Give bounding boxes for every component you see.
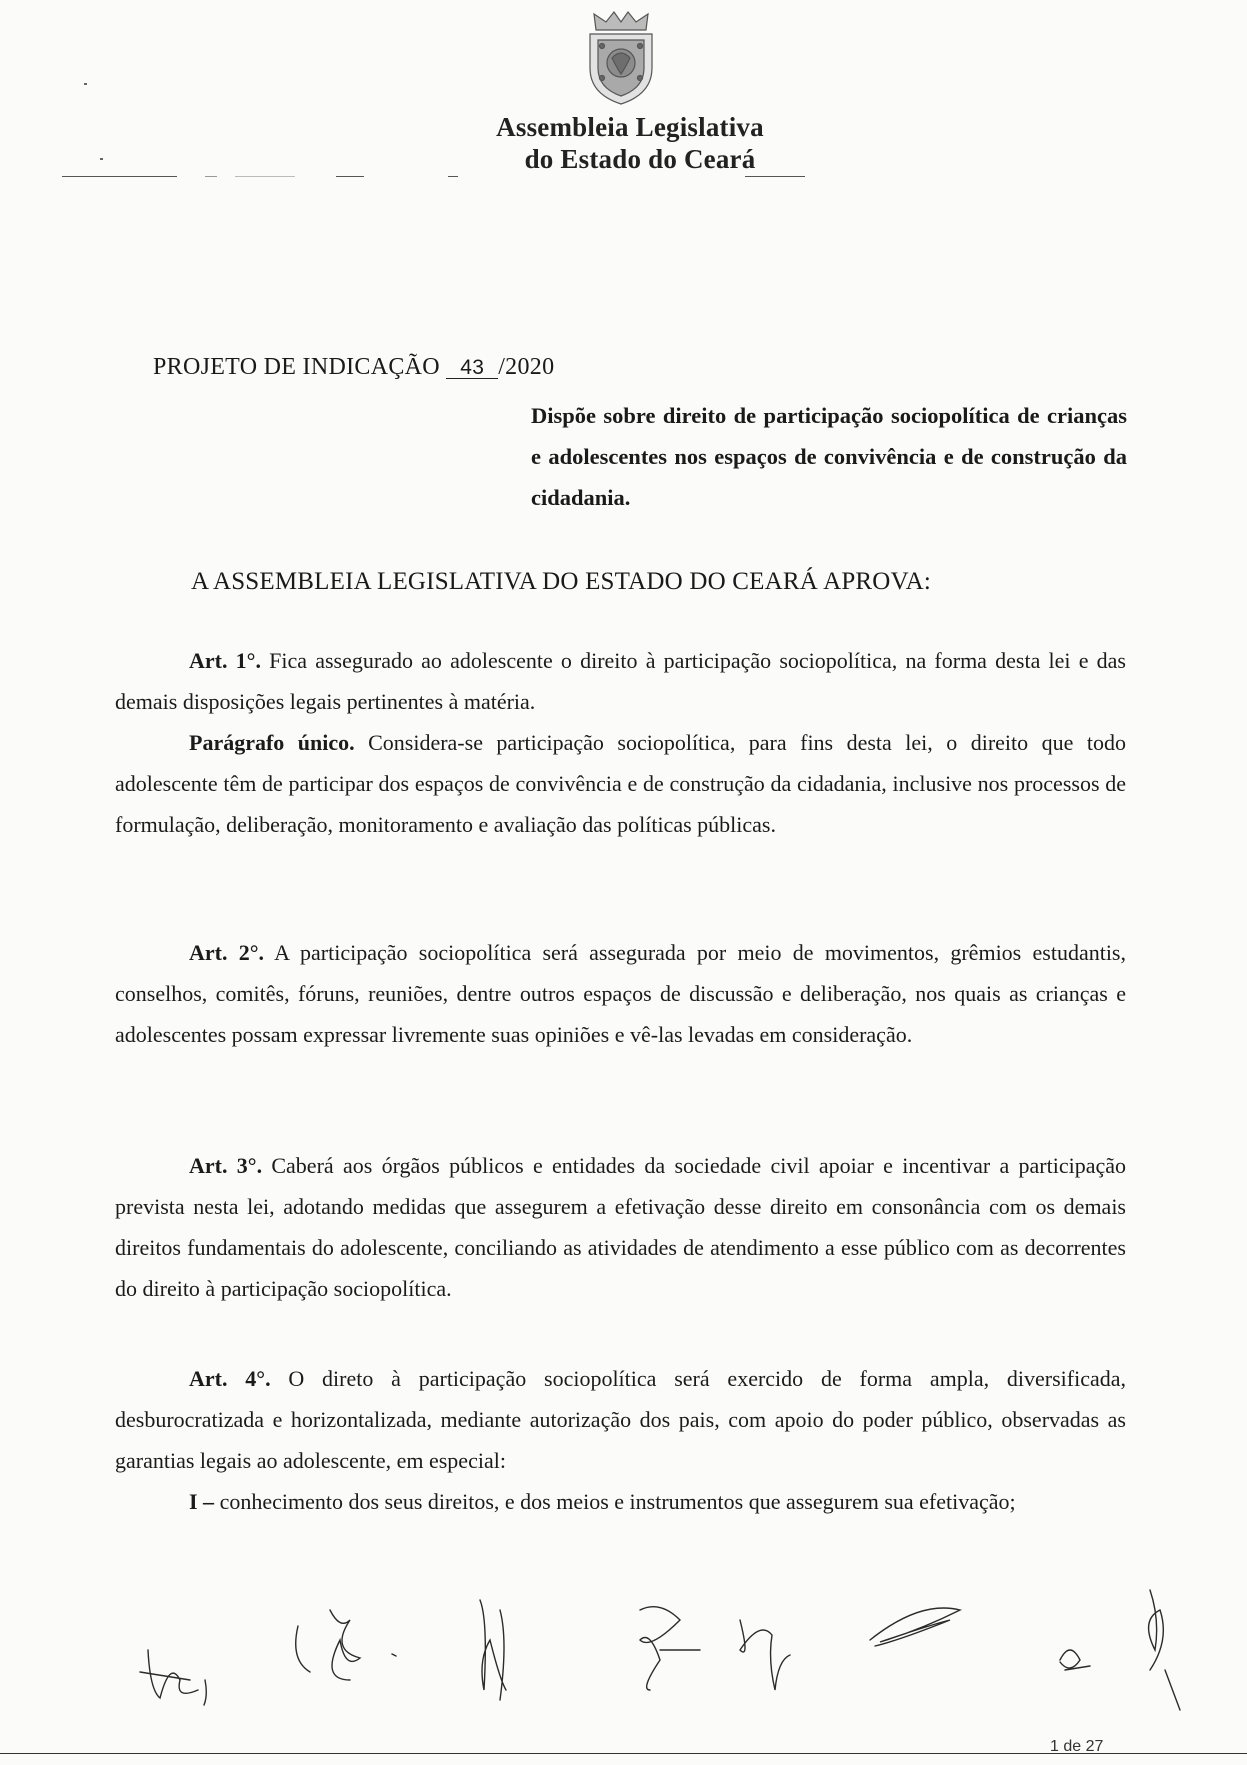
coat-of-arms-icon	[576, 8, 666, 108]
scan-speck	[84, 83, 87, 85]
article-text: Fica assegurado ao adolescente o direito à participação sociopolítica, na forma desta lei e das demais disposições legais pertinentes à matéria.	[115, 648, 1126, 714]
header-rule	[235, 176, 295, 177]
article-4	[115, 1358, 1126, 1481]
project-number: 43	[446, 358, 498, 379]
article-4-item-i	[115, 1481, 1126, 1522]
ementa: Dispõe sobre direito de participação sociopolítica de crianças e adolescentes nos espaços de convivência e de construção da cidadania.	[531, 403, 1127, 510]
article-text: A participação sociopolítica será assegurada por meio de movimentos, grêmios estudantis, conselhos, comitês, fóruns, reuniões, dentre outros espaços de discussão e deliberação, nos quais as crianças e adolescentes possam expressar livremente suas opiniões e vê-las levadas em consideração.	[115, 940, 1126, 1047]
article-3	[115, 1145, 1126, 1309]
article-text: O direto à participação sociopolítica será exercido de forma ampla, diversificada, desburocratizada e horizontalizada, mediante autorização dos pais, com apoio do poder público, observadas as garantias legais ao adolescente, em especial:	[115, 1366, 1126, 1473]
article-text: Caberá aos órgãos públicos e entidades da sociedade civil apoiar e incentivar a participação prevista nesta lei, adotando medidas que assegurem a efetivação desse direito em consonância com os demais direitos fundamentais do adolescente, conciliando as atividades de atendimento a esse público com as decorrentes do direito à participação sociopolítica.	[115, 1153, 1127, 1301]
article-label: Art. 2°.	[189, 940, 265, 965]
signature-5	[740, 1620, 790, 1690]
header-rule	[448, 176, 458, 177]
scan-speck	[100, 158, 103, 160]
signature-1	[140, 1650, 206, 1705]
project-year: /2020	[498, 354, 555, 380]
article-1	[115, 640, 1126, 722]
article-label: Parágrafo único.	[189, 730, 355, 755]
signature-6	[870, 1608, 960, 1646]
signature-3	[480, 1600, 506, 1700]
project-prefix: PROJETO DE INDICAÇÃO	[153, 354, 440, 380]
signature-2	[296, 1610, 396, 1680]
paragraph-unico	[115, 722, 1126, 845]
item-text: conhecimento dos seus direitos, e dos meios e instrumentos que assegurem sua efetivação;	[214, 1489, 1016, 1514]
article-text: Considera-se participação sociopolítica, para fins desta lei, o direito que todo adolescente têm de participar dos espaços de convivência e de construção da cidadania, inclusive nos processos de formulação, deliberação, monitoramento e avaliação das políticas públicas.	[115, 730, 1126, 837]
signature-4	[640, 1607, 700, 1690]
page-number: 1 de 27	[1050, 1738, 1104, 1755]
signature-7	[1060, 1650, 1090, 1670]
article-label: Art. 4°.	[189, 1366, 271, 1391]
header-rule	[745, 176, 805, 177]
signature-8	[1149, 1590, 1180, 1710]
header-rule	[62, 176, 177, 177]
header-rule	[205, 176, 217, 177]
enactment-clause: A ASSEMBLEIA LEGISLATIVA DO ESTADO DO CEARÁ APROVA:	[191, 568, 931, 595]
article-label: Art. 3°.	[189, 1153, 263, 1178]
signatures-area	[0, 1580, 1247, 1740]
article-label: Art. 1°.	[189, 648, 261, 673]
article-2	[115, 932, 1126, 1055]
header-assembly-name: Assembleia Legislativa	[496, 112, 764, 142]
header-state-name: do Estado do Ceará	[524, 144, 756, 174]
header-rule	[336, 176, 364, 177]
item-label: I –	[189, 1489, 215, 1514]
project-title	[153, 354, 554, 381]
